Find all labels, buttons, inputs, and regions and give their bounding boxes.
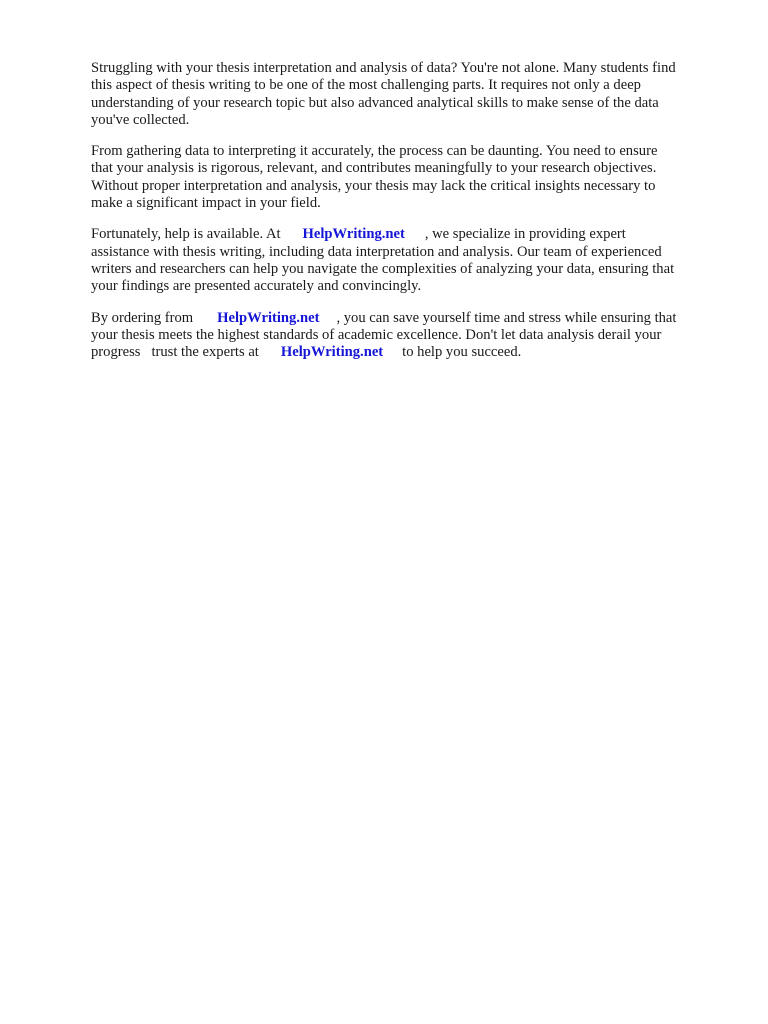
text-segment: to help you succeed. bbox=[402, 344, 522, 361]
text-segment: , you can save yourself time and stress while ensuring that bbox=[336, 309, 677, 326]
text-line: this aspect of thesis writing to be one of the most challenging parts. It requires not only a deep bbox=[91, 77, 641, 94]
text-segment: , we specialize in providing expert bbox=[424, 226, 626, 243]
text-line: your findings are presented accurately and convincingly. bbox=[91, 278, 422, 295]
paragraph-help bbox=[91, 226, 723, 295]
paragraph-process bbox=[91, 143, 723, 212]
text-segment: progress bbox=[91, 344, 141, 361]
helpwriting-link[interactable]: HelpWriting.net bbox=[217, 309, 320, 326]
text-line: Without proper interpretation and analysis, your thesis may lack the critical insights necessary to bbox=[91, 177, 656, 194]
text-line bbox=[91, 226, 723, 243]
text-line: Struggling with your thesis interpretation and analysis of data? You're not alone. Many students find bbox=[91, 60, 676, 76]
text-line: make a significant impact in your field. bbox=[91, 195, 321, 212]
paragraph-intro bbox=[91, 60, 723, 129]
text-segment: trust the experts at bbox=[151, 344, 259, 361]
text-segment: By ordering from bbox=[91, 309, 194, 326]
helpwriting-link[interactable]: HelpWriting.net bbox=[280, 344, 384, 361]
helpwriting-link[interactable]: HelpWriting.net bbox=[302, 226, 405, 243]
text-line bbox=[91, 310, 723, 327]
text-line: writers and researchers can help you navigate the complexities of analyzing your data, ensuring that bbox=[91, 260, 675, 277]
document-body bbox=[91, 60, 723, 375]
text-line: you've collected. bbox=[91, 111, 190, 128]
text-segment: Fortunately, help is available. At bbox=[91, 226, 281, 243]
paragraph-order bbox=[91, 310, 723, 362]
text-line: From gathering data to interpreting it accurately, the process can be daunting. You need to ensure bbox=[91, 143, 658, 160]
text-line bbox=[91, 344, 723, 361]
text-line: your thesis meets the highest standards of academic excellence. Don't let data analysis derail your bbox=[91, 326, 662, 343]
text-line: understanding of your research topic but also advanced analytical skills to make sense of the data bbox=[91, 94, 659, 111]
text-line: assistance with thesis writing, including data interpretation and analysis. Our team of experienced bbox=[91, 243, 662, 260]
text-line: that your analysis is rigorous, relevant, and contributes meaningfully to your research objectives. bbox=[91, 160, 657, 177]
